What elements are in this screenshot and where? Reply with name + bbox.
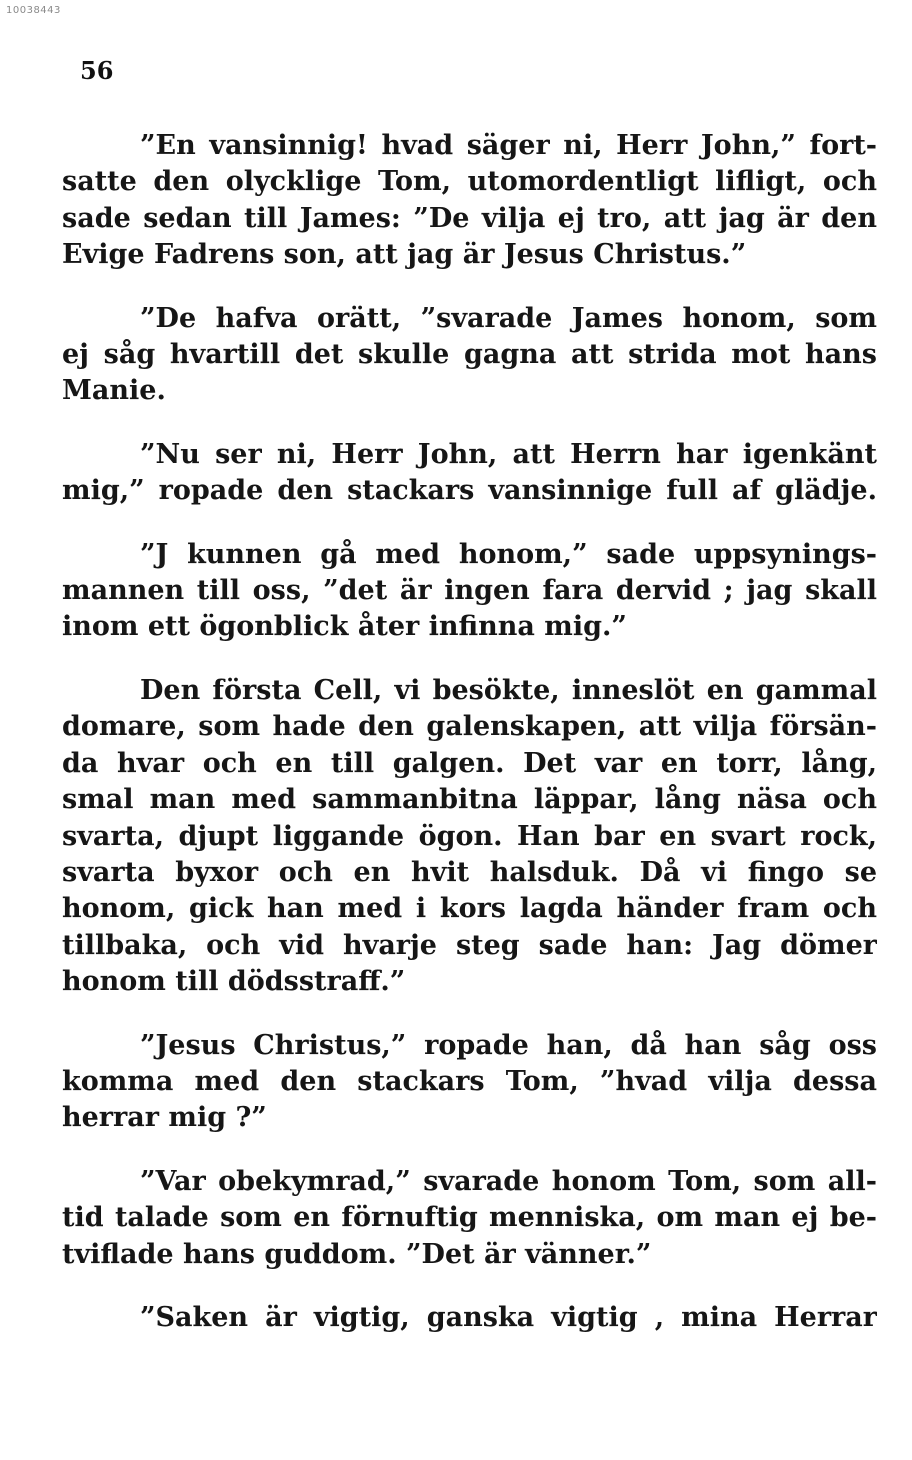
page-number: 56: [80, 56, 114, 85]
text-line: ”J kunnen gå med honom,” sade uppsynings-: [140, 538, 877, 570]
text-line: tillbaka, och vid hvarje steg sade han: Jag dömer: [62, 929, 877, 961]
text-line: domare, som hade den galenskapen, att vilja försän-: [62, 711, 877, 743]
text-line: ”Var obekymrad,” svarade honom Tom, som all-: [140, 1165, 877, 1197]
page-text: [62, 128, 877, 1336]
paragraph: [62, 1028, 877, 1137]
text-line: Den första Cell, vi besökte, inneslöt en gammal: [140, 674, 877, 706]
paragraph: [62, 1164, 877, 1273]
text-line: ”En vansinnig! hvad säger ni, Herr John,” fort-: [140, 130, 877, 161]
paragraph: [62, 128, 877, 274]
scan-id: 10038443: [6, 5, 61, 16]
text-line: tid talade som en förnuftig menniska, om man ej be-: [62, 1202, 877, 1234]
paragraph: [62, 537, 877, 646]
text-line: komma med den stackars Tom, ”hvad vilja dessa: [62, 1065, 877, 1097]
paragraph: [62, 1300, 877, 1336]
text-line: inom ett ögonblick åter infinna mig.”: [62, 611, 627, 643]
text-line: ”Jesus Christus,” ropade han, då han såg oss: [140, 1029, 877, 1061]
text-line: sade sedan till James: ”De vilja ej tro, att jag är den: [62, 202, 877, 234]
text-line: ”Saken är vigtig, ganska vigtig , mina Herrar: [140, 1301, 877, 1333]
text-line: Evige Fadrens son, att jag är Jesus Christus.”: [62, 239, 747, 271]
text-line: svarta, djupt liggande ögon. Han bar en svart rock,: [62, 820, 877, 852]
text-line: svarta byxor och en hvit halsduk. Då vi fingo se: [62, 856, 877, 888]
text-line: ”De hafva orätt, ”svarade James honom, som: [140, 302, 877, 334]
paragraph: [62, 673, 877, 1001]
text-line: honom till dödsstraff.”: [62, 966, 406, 998]
text-line: ”Nu ser ni, Herr John, att Herrn har igenkänt: [140, 438, 877, 470]
text-line: tviflade hans guddom. ”Det är vänner.”: [62, 1238, 652, 1270]
text-line: herrar mig ?”: [62, 1102, 267, 1134]
paragraph: [62, 437, 877, 510]
text-line: mannen till oss, ”det är ingen fara dervid ; jag skall: [62, 575, 877, 607]
text-line: honom, gick han med i kors lagda händer fram och: [62, 893, 877, 925]
text-line: ej såg hvartill det skulle gagna att strida mot hans: [62, 339, 877, 371]
text-line: Manie.: [62, 375, 166, 407]
paragraph: [62, 301, 877, 410]
text-line: mig,” ropade den stackars vansinnige full af glädje.: [62, 475, 877, 507]
text-line: da hvar och en till galgen. Det var en torr, lång,: [62, 747, 877, 779]
text-line: satte den olycklige Tom, utomordentligt lifligt, och: [62, 166, 877, 198]
text-line: smal man med sammanbitna läppar, lång näsa och: [62, 784, 877, 816]
